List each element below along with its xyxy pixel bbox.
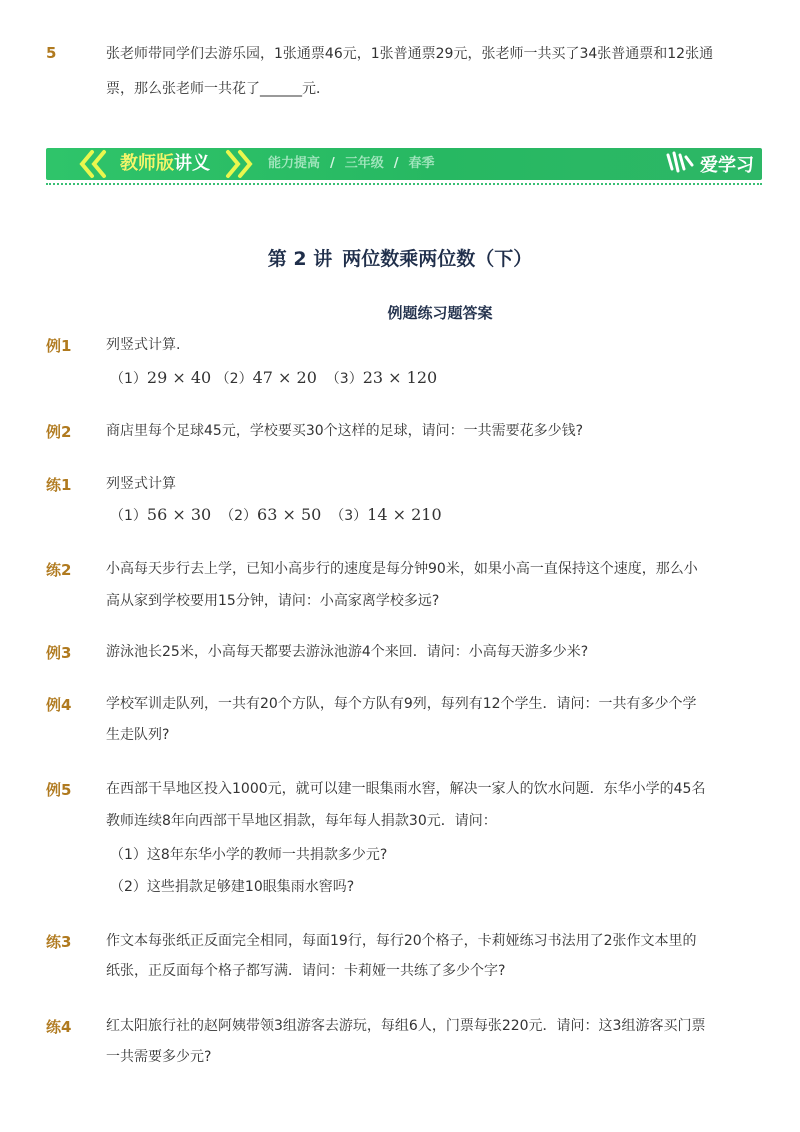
item-label: 练2	[46, 561, 72, 579]
math-expression: 23 × 120	[362, 368, 438, 387]
logo	[666, 148, 754, 180]
sub-number: （1）	[110, 371, 147, 387]
math-expression: 29 × 40	[146, 368, 212, 387]
banner-divider	[46, 183, 762, 185]
item-text: 纸张，正反面每个格子都写满．请问：卡莉娅一共练了多少个字?	[106, 963, 506, 979]
lesson-number: 第 2 讲	[267, 248, 333, 270]
breadcrumb-item-ability: 能力提高	[268, 156, 321, 171]
sub-question: （1）这8年东华小学的教师一共捐款多少元?	[110, 847, 388, 863]
item-text: 列竖式计算.	[106, 337, 181, 353]
item-text: 在西部干旱地区投入1000元，就可以建一眼集雨水窖，解决一家人的饮水问题．东华小学的45名	[106, 781, 706, 797]
lesson-name: 两位数乘两位数（下）	[342, 248, 533, 270]
breadcrumb-item-season: 春季	[408, 156, 435, 171]
math-expression: 63 × 50	[257, 505, 322, 524]
sub-number: （3）	[325, 371, 363, 387]
item-label: 例1	[46, 337, 72, 355]
item-text: 红太阳旅行社的赵阿姨带领3组游客去游玩，每组6人，门票每张220元．请问：这3组游客买门票	[106, 1018, 706, 1034]
item-label: 练3	[46, 933, 72, 951]
item-label: 例4	[46, 696, 72, 714]
sub-number: （2）	[220, 508, 258, 524]
sub-number: （2）	[215, 371, 253, 387]
item-text: 列竖式计算	[106, 476, 176, 492]
math-expression: 47 × 20	[252, 368, 317, 387]
item-text: 教师连续8年向西部干旱地区捐款，每年每人捐款30元．请问：	[106, 813, 497, 829]
sub-number: （1）	[110, 508, 147, 524]
sub-question: （2）这些捐款足够建10眼集雨水窖吗?	[110, 879, 355, 895]
math-expression: 14 × 210	[367, 505, 442, 524]
math-expression: 56 × 30	[146, 505, 212, 524]
page-title	[0, 244, 800, 271]
item-label: 练1	[46, 476, 72, 494]
item-label: 练4	[46, 1018, 72, 1036]
breadcrumb-item-grade: 三年级	[344, 156, 384, 171]
problem-text-line2: 票，那么张老师一共花了______元．	[106, 81, 330, 97]
banner-title-part2: 讲义	[174, 153, 210, 174]
sub-question-list	[110, 505, 442, 525]
item-text: 作文本每张纸正反面完全相同，每面19行，每行20个格子，卡莉娅练习书法用了2张作文本里的	[106, 933, 697, 949]
item-label: 例5	[46, 781, 72, 799]
breadcrumb-separator: /	[330, 156, 335, 171]
section-title: 例题练习题答案	[387, 304, 493, 322]
breadcrumb	[268, 148, 435, 180]
item-label: 例2	[46, 423, 72, 441]
item-text: 学校军训走队列，一共有20个方队，每个方队有9列，每列有12个学生．请问：一共有多少个学	[106, 696, 697, 712]
sub-question-list	[110, 368, 437, 388]
problem-number: 5	[46, 44, 57, 62]
item-text: 一共需要多少元?	[106, 1049, 212, 1065]
breadcrumb-separator: /	[393, 156, 399, 171]
item-text: 生走队列?	[106, 727, 170, 743]
item-text: 小高每天步行去上学，已知小高步行的速度是每分钟90米，如果小高一直保持这个速度，那么小	[106, 561, 698, 577]
item-text: 商店里每个足球45元，学校要买30个这样的足球，请问：一共需要花多少钱?	[106, 423, 584, 439]
banner-title-part1: 教师版	[120, 153, 174, 174]
item-label: 例3	[46, 644, 72, 662]
item-text: 游泳池长25米，小高每天都要去游泳池游4个来回．请问：小高每天游多少米?	[106, 644, 589, 660]
header-banner	[46, 148, 762, 180]
chevron-left-icon	[74, 148, 114, 180]
logo-text: 爱学习	[700, 155, 754, 176]
banner-title	[120, 148, 210, 180]
problem-text-line1: 张老师带同学们去游乐园，1张通票46元，1张普通票29元，张老师一共买了34张普通票和12张通	[106, 46, 714, 62]
logo-icon	[666, 151, 694, 177]
item-text: 高从家到学校要用15分钟，请问：小高家离学校多远?	[106, 593, 440, 609]
chevron-right-icon	[218, 148, 258, 180]
sub-number: （3）	[330, 508, 368, 524]
